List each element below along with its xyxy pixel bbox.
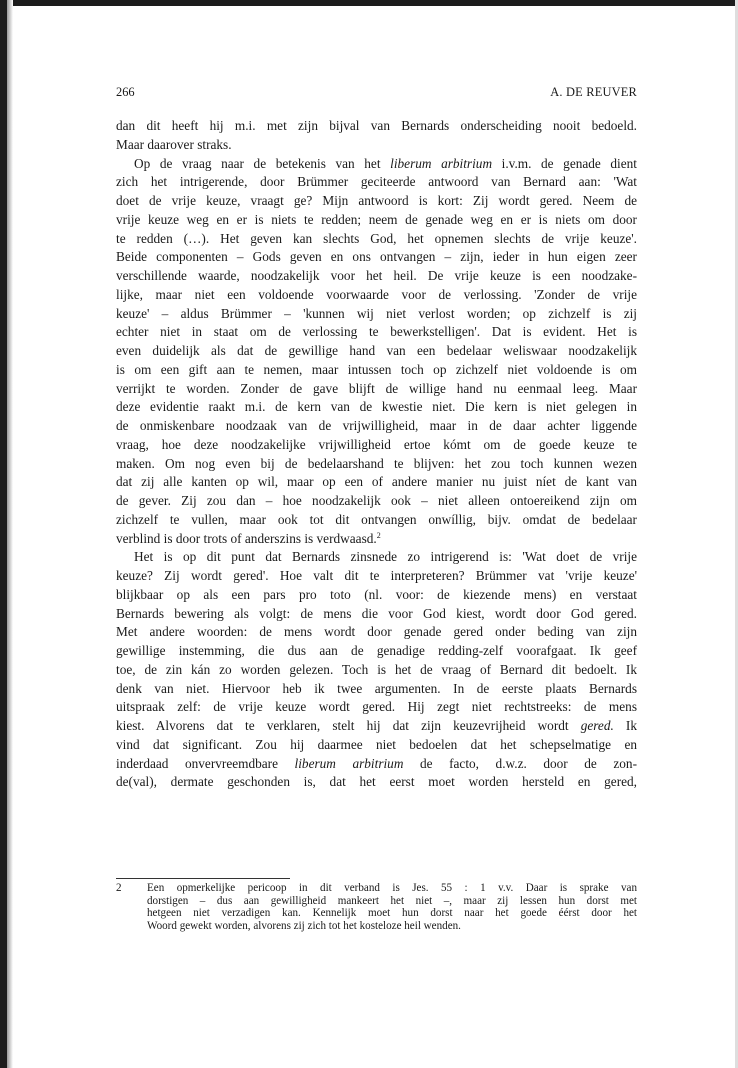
footnote-line: Woord gewekt worden, alvorens zij zich tot het kosteloze heil wenden. <box>147 919 461 932</box>
text-line: uitspraak zelf: de vrije keuze wordt gered. Hij zegt niet rechtstreeks: de mens <box>116 699 637 715</box>
text-line: is om een gift aan te nemen, maar intussen toch op zichzelf niet voldoende is om <box>116 361 637 377</box>
footnote-line: Een opmerkelijke pericoop in dit verband is Jes. 55 : 1 v.v. Daar is sprake van <box>147 882 637 894</box>
text-line: even duidelijk als dat de gewillige hand van een bedelaar weliswaar noodzakelijk <box>116 343 637 358</box>
text-line: gewillige instemming, die dus aan de genadige redding-zelf voorafgaat. Ik geef <box>116 643 637 658</box>
text-line: zichzelf te vullen, maar ook tot dit ontvangen onwíllig, bijv. omdat de bedelaar <box>116 511 637 527</box>
scan-top-edge <box>0 0 738 6</box>
text-line: Met andere woorden: de mens wordt door genade gered onder beding van zijn <box>116 624 637 640</box>
italic-term: gered. <box>580 718 614 733</box>
text-line: verrijkt te worden. Zonder de gave blijft de willige hand nu eenmaal leeg. Maar <box>116 380 637 396</box>
text-line: te redden (…). Het geven kan slechts God, het opnemen slechts de vrije keuze'. <box>116 230 637 246</box>
text-line: deze evidentie raakt m.i. de kern van de kwestie niet. Die kern is niet gelegen in <box>116 399 637 415</box>
text-line: vraag, hoe deze noodzakelijke vrijwilligheid ertoe kómt om de goede keuze te <box>116 436 637 452</box>
body-text <box>116 117 637 792</box>
scan-left-edge <box>0 0 7 1068</box>
text-fragment: Op de vraag naar de betekenis van het <box>134 155 391 171</box>
footnote-number: 2 <box>116 882 122 894</box>
text-line: Bernards bewering als volgt: de mens die voor God kiest, wordt door God gered. <box>116 605 637 621</box>
text-line <box>116 717 637 736</box>
text-line: dat zij alle kanten op wil, maar op een of andere manier nu juist níet de kant van <box>116 474 637 490</box>
text-line: Het is op dit punt dat Bernards zinsnede zo intrigerend is: 'Wat doet de vrije <box>134 549 637 565</box>
text-line: de gever. Zij zou dan – hoe noodzakelijk ook – niet alleen ontoereikend zijn om <box>116 493 637 508</box>
text-line: maken. Om nog even bij de bedelaarshand te blijven: het zou toch kunnen wezen <box>116 455 637 471</box>
text-line: echter niet in staat om de verlossing te bewerkstelligen'. Dat is evident. Het is <box>116 324 637 340</box>
text-line: lijke, maar niet een voldoende voorwaarde voor de verlossing. 'Zonder de vrije <box>116 286 637 302</box>
scan-left-shadow <box>7 0 13 1068</box>
text-fragment: de facto, d.w.z. door de zon- <box>403 755 637 771</box>
text-line: de(val), dermate geschonden is, dat het eerst moet worden hersteld en gered, <box>116 774 637 790</box>
running-head-author: A. DE REUVER <box>550 85 637 99</box>
text-fragment: i.v.m. de genade dient <box>492 155 637 171</box>
text-fragment: Ik <box>613 718 637 733</box>
text-line: Maar daarover straks. <box>116 136 232 152</box>
text-line: doet de vrije keuze, vraagt ge? Mijn antwoord is kort: Zij wordt gered. Neem de <box>116 193 637 208</box>
running-header <box>116 85 637 103</box>
footnote-divider <box>116 878 290 879</box>
text-line: toe, de zin kán zo worden gelezen. Toch is het de vraag of Bernard dit bedoelt. Ik <box>116 661 637 677</box>
footnote-line: hetgeen niet verzadigen kan. Kennelijk moet hun dorst naar het goede éérst door het <box>147 907 637 920</box>
text-line: Beide componenten – Gods geven en ons ontvangen – zijn, ieder in hun eigen zeer <box>116 249 637 265</box>
text-line <box>116 155 637 174</box>
footnote-text <box>147 882 637 932</box>
text-line: denk van niet. Hiervoor heb ik twee argumenten. In de eerste plaats Bernards <box>116 680 637 696</box>
text-line: verschillende waarde, noodzakelijk voor het heil. De vrije keuze is een noodzake- <box>116 268 637 283</box>
text-line <box>116 755 637 774</box>
page-number: 266 <box>116 85 135 99</box>
footnote-line: dorstigen – dus aan gewilligheid mankeert het niet –, maar zij lessen hun dorst met <box>147 894 637 907</box>
text-line: vind dat significant. Zou hij daarmee niet bedoelen dat het schepselmatige en <box>116 736 637 752</box>
text-line: vrije keuze weg en er is niets te redden; neem de genade weg en er is niets om door <box>116 211 637 227</box>
italic-term: liberum arbitrium <box>294 755 404 771</box>
text-line: keuze' – aldus Brümmer – 'kunnen wij niet verlost worden; op zichzelf is zij <box>116 305 637 321</box>
text-fragment: kiest. Alvorens dat te verklaren, stelt hij dat zijn keuzevrijheid wordt <box>116 718 581 733</box>
text-line: blijkbaar op als een pars pro toto (nl. voor: de kiezende mens) en verstaat <box>116 586 637 602</box>
italic-term: liberum arbitrium <box>390 155 493 171</box>
text-line: de onmiskenbare noodzaak van de vrijwilligheid, maar in de daar achter liggende <box>116 418 637 433</box>
text-line: zich het intrigerende, door Brümmer geciteerde antwoord van Bernard aan: 'Wat <box>116 174 637 190</box>
footnote-reference[interactable]: 2 <box>376 530 381 540</box>
text-line: keuze? Zij wordt gered'. Hoe valt dit te interpreteren? Brümmer vat 'vrije keuze' <box>116 568 637 583</box>
text-line <box>116 530 637 549</box>
text-fragment: verblind is door trots of anderszins is verdwaasd. <box>116 530 377 546</box>
text-fragment: inderdaad onvervreemdbare <box>116 755 295 771</box>
text-line: dan dit heeft hij m.i. met zijn bijval van Bernards onderscheiding nooit bedoeld. <box>116 118 637 133</box>
